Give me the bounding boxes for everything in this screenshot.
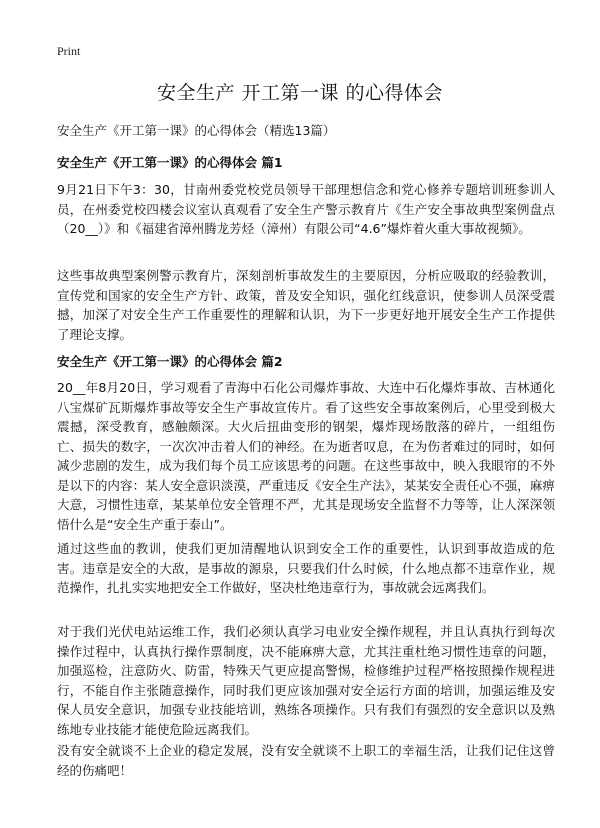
section-2-paragraph-4: 没有安全就谈不上企业的稳定发展，没有安全就谈不上职工的幸福生活，让我们记住这曾经的伤痛吧！ bbox=[57, 743, 555, 778]
section-heading-1: 安全生产《开工第一课》的心得体会 篇1 bbox=[57, 155, 283, 170]
section-2-paragraph-1: 20__年8月20日，学习观看了青海中石化公司爆炸事故、大连中石化爆炸事故、吉林通化八宝煤矿瓦斯爆炸事故等安全生产事故宣传片。看了这些安全事故案例后，心里受到极大震撼，深受教育，感触颇深。大火后扭曲变形的钢架，爆炸现场散落的碎片，一组组伤亡、损失的数字，一次次冲击着人们的神经。在为逝者叹息，在为伤者难过的同时，如何减少悲剧的发生，成为我们每个员工应该思考的问题。在这些事故中，映入我眼帘的不外是以下的内容：某人安全意识淡漠，严重违反《安全生产法》，某某安全责任心不强，麻痹大意，习惯性违章，某某单位安全管理不严，尤其是现场安全监督不力等等，让人深深领悟什么是“安全生产重于泰山”。 bbox=[57, 380, 555, 532]
article-subtitle: 安全生产《开工第一课》的心得体会（精选13篇） bbox=[57, 123, 336, 138]
section-heading-2: 安全生产《开工第一课》的心得体会 篇2 bbox=[57, 354, 283, 369]
print-link[interactable]: Print bbox=[57, 44, 81, 58]
section-1-paragraph-2: 这些事故典型案例警示教育片，深刻剖析事故发生的主要原因，分析应吸取的经验教训，宣传党和国家的安全生产方针、政策，普及安全知识，强化红线意识，使参训人员深受震撼，加深了对安全生产工作重要性的理解和认识，为下一步更好地开展安全生产工作提供了理论支撑。 bbox=[57, 268, 555, 342]
page-title: 安全生产 开工第一课 的心得体会 bbox=[156, 82, 444, 104]
section-2-paragraph-2: 通过这些血的教训，使我们更加清醒地认识到安全工作的重要性，认识到事故造成的危害。违章是安全的大敌，是事故的源泉，只要我们什么时候，什么地点都不违章作业，规范操作，扎扎实实地把安全工作做好，坚决杜绝违章行为，事故就会远离我们。 bbox=[57, 541, 555, 595]
section-1-paragraph-1: 9月21日下午3：30，甘南州委党校党员领导干部理想信念和党心修养专题培训班参训人员，在州委党校四楼会议室认真观看了安全生产警示教育片《生产安全事故典型案例盘点（20__）》和《福建省漳州腾龙芳烃（漳州）有限公司“4.6”爆炸着火重大事故视频》。 bbox=[57, 182, 555, 236]
section-2-paragraph-3: 对于我们光伏电站运维工作，我们必须认真学习电业安全操作规程，并且认真执行到每次操作过程中，认真执行操作票制度，决不能麻痹大意，尤其注重杜绝习惯性违章的问题，加强巡检，注意防火、防雷，特殊天气更应提高警惕，检修维护过程严格按照操作规程进行，不能自作主张随意操作，同时我们更应该加强对安全运行方面的培训，加强运维及安保人员安全意识，加强专业技能培训，熟练各项操作。只有我们有强烈的安全意识以及熟练地专业技能才能使危险远离我们。 bbox=[57, 624, 555, 737]
